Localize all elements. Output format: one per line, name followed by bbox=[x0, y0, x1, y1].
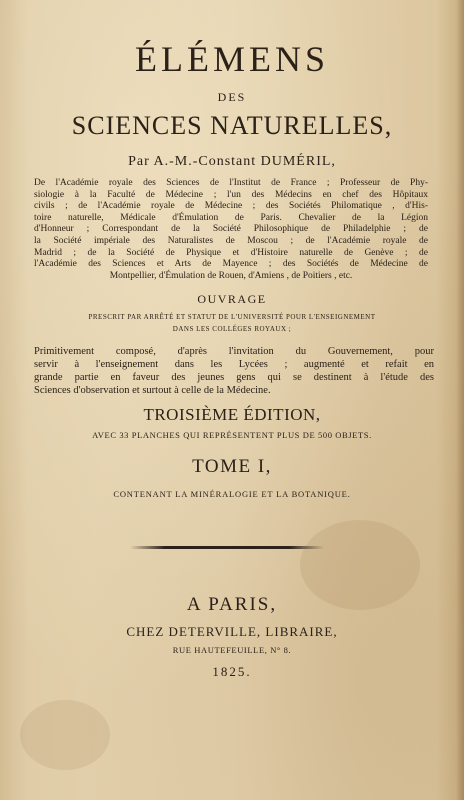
affiliation-line: Montpellier, d'Émulation de Rouen, d'Amiens , de Poitiers , etc. bbox=[109, 270, 353, 281]
affiliation-line: civils ; de l'Académie royale de Médecine ; des Sociétés Philomatique , d'His- bbox=[34, 201, 428, 212]
intro-line: Primitivement composé, d'après l'invitation du Gouvernement, pour bbox=[34, 346, 434, 357]
author: Par A.-M.-Constant DUMÉRIL, bbox=[128, 154, 336, 169]
edition: TROISIÈME ÉDITION, bbox=[143, 405, 321, 424]
title-line-3: SCIENCES NATURELLES, bbox=[71, 111, 393, 140]
prescrit-line-2: DANS LES COLLÉGES ROYAUX ; bbox=[172, 325, 292, 333]
affiliation-line: toire naturelle, Médicale d'Émulation de Paris. Chevalier de la Légion bbox=[34, 212, 428, 223]
affiliation-line: Madrid ; de la Société de Physique et d'Histoire naturelle de Genève ; de bbox=[34, 247, 428, 258]
intro-line: grande partie en faveur des jeunes gens qui se destinent à l'étude des bbox=[34, 372, 434, 383]
title-line-2: DES bbox=[217, 90, 247, 104]
title-line-1: ÉLÉMENS bbox=[135, 39, 329, 79]
intro-line: servir à l'enseignement dans les Lycées ; augmenté et refait en bbox=[34, 359, 434, 370]
paper-stain bbox=[20, 700, 110, 770]
affiliation-line: d'Honneur ; Correspondant de la Société Philosophique de Philadelphie ; de bbox=[34, 224, 428, 235]
author-affiliations bbox=[34, 178, 428, 282]
imprint-publisher: CHEZ DETERVILLE, LIBRAIRE, bbox=[126, 624, 338, 639]
intro-line: Sciences d'observation et surtout à celle de la Médecine. bbox=[34, 385, 271, 396]
affiliation-line: la Société impériale des Naturalistes de Moscou ; de l'Académie royale de bbox=[34, 235, 428, 246]
ouvrage-heading: OUVRAGE bbox=[197, 292, 267, 306]
ornamental-rule bbox=[130, 546, 324, 549]
intro-paragraph bbox=[34, 345, 434, 397]
affiliation-line: siologie à la Faculté de Médecine ; l'un des Médecins en chef des Hôpitaux bbox=[34, 189, 428, 200]
tome-heading: TOME I, bbox=[192, 456, 272, 477]
affiliation-line: De l'Académie royale des Sciences de l'Institut de France ; Professeur de Phy- bbox=[34, 178, 428, 188]
prescrit-line-1: PRESCRIT PAR ARRÊTÉ ET STATUT DE L'UNIVERSITÉ POUR L'ENSEIGNEMENT bbox=[88, 313, 376, 321]
imprint-place: A PARIS, bbox=[186, 594, 278, 615]
planches-note: AVEC 33 PLANCHES QUI REPRÉSENTENT PLUS DE 500 OBJETS. bbox=[92, 430, 372, 440]
imprint-year: 1825. bbox=[212, 664, 252, 679]
imprint-address: RUE HAUTEFEUILLE, N° 8. bbox=[172, 645, 292, 655]
tome-contents: CONTENANT LA MINÉRALOGIE ET LA BOTANIQUE. bbox=[113, 489, 351, 499]
affiliation-line: l'Académie des Sciences et Arts de Mayence ; des Sociétés de Médecine de bbox=[34, 259, 428, 270]
